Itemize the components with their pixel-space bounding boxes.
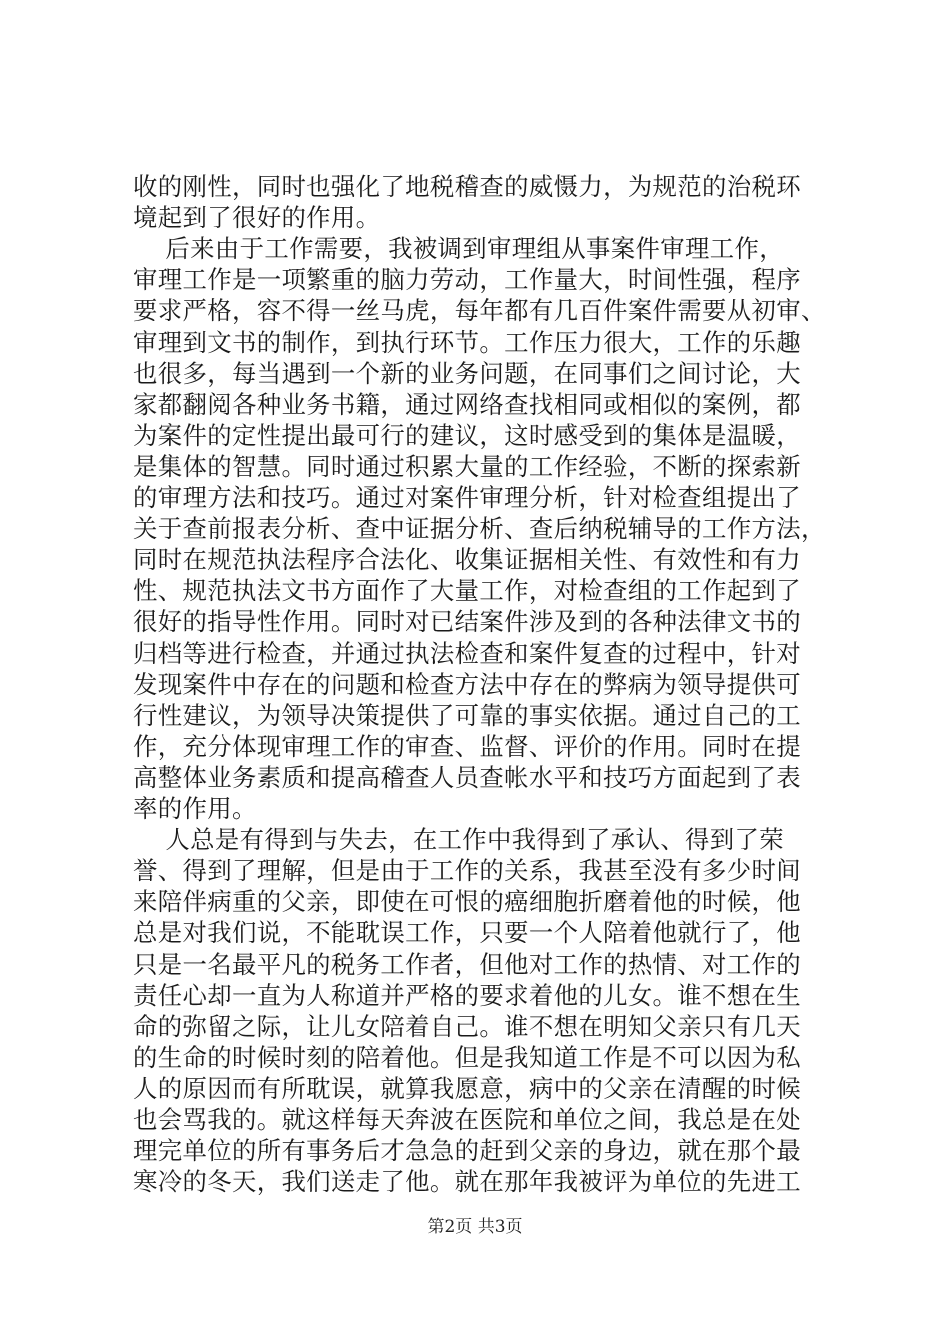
text-line: 命的弥留之际，让儿女陪着自己。谁不想在明知父亲只有几天 bbox=[133, 1011, 801, 1041]
text-line: 理完单位的所有事务后才急急的赶到父亲的身边，就在那个最 bbox=[133, 1136, 801, 1166]
text-line: 总是对我们说，不能耽误工作，只要一个人陪着他就行了，他 bbox=[133, 918, 801, 948]
text-line: 同时在规范执法程序合法化、收集证据相关性、有效性和有力 bbox=[133, 545, 801, 575]
text-line: 境起到了很好的作用。 bbox=[133, 203, 381, 233]
text-line: 性、规范执法文书方面作了大量工作，对检查组的工作起到了 bbox=[133, 576, 801, 606]
text-line: 归档等进行检查，并通过执法检查和案件复查的过程中，针对 bbox=[133, 638, 801, 668]
text-line: 关于查前报表分析、查中证据分析、查后纳税辅导的工作方法， bbox=[133, 514, 826, 544]
text-line: 人总是有得到与失去，在工作中我得到了承认、得到了荣 bbox=[133, 825, 784, 855]
text-line: 的审理方法和技巧。通过对案件审理分析，针对检查组提出了 bbox=[133, 483, 801, 512]
text-line: 是集体的智慧。同时通过积累大量的工作经验，不断的探索新 bbox=[133, 451, 801, 481]
text-line: 来陪伴病重的父亲，即使在可恨的癌细胞折磨着他的时候，他 bbox=[133, 887, 801, 917]
text-line: 高整体业务素质和提高稽查人员查帐水平和技巧方面起到了表 bbox=[133, 762, 801, 792]
text-line: 要求严格，容不得一丝马虎，每年都有几百件案件需要从初审、 bbox=[133, 296, 826, 326]
text-line: 审理到文书的制作，到执行环节。工作压力很大，工作的乐趣 bbox=[133, 327, 801, 357]
text-line: 行性建议，为领导决策提供了可靠的事实依据。通过自己的工 bbox=[133, 700, 801, 730]
text-line: 的生命的时候时刻的陪着他。但是我知道工作是不可以因为私 bbox=[133, 1042, 801, 1072]
text-line: 人的原因而有所耽误，就算我愿意，病中的父亲在清醒的时候 bbox=[133, 1073, 801, 1103]
text-line: 为案件的定性提出最可行的建议，这时感受到的集体是温暖， bbox=[133, 420, 801, 450]
text-line: 率的作用。 bbox=[133, 794, 257, 823]
text-line: 责任心却一直为人称道并严格的要求着他的儿女。谁不想在生 bbox=[133, 980, 801, 1010]
text-line: 也会骂我的。就这样每天奔波在医院和单位之间，我总是在处 bbox=[133, 1105, 801, 1134]
text-line: 只是一名最平凡的税务工作者，但他对工作的热情、对工作的 bbox=[133, 949, 801, 979]
text-line: 很好的指导性作用。同时对已结案件涉及到的各种法律文书的 bbox=[133, 607, 801, 637]
text-line: 审理工作是一项繁重的脑力劳动，工作量大，时间性强，程序 bbox=[133, 265, 801, 295]
text-line: 誉、得到了理解，但是由于工作的关系，我甚至没有多少时间 bbox=[133, 856, 801, 886]
text-line: 也很多，每当遇到一个新的业务问题，在同事们之间讨论，大 bbox=[133, 358, 801, 388]
text-line: 收的刚性，同时也强化了地税稽查的威慑力，为规范的治税环 bbox=[133, 172, 801, 201]
text-line: 作，充分体现审理工作的审查、监督、评价的作用。同时在提 bbox=[133, 731, 801, 761]
text-line: 家都翻阅各种业务书籍，通过网络查找相同或相似的案例，都 bbox=[133, 389, 801, 419]
text-line: 发现案件中存在的问题和检查方法中存在的弊病为领导提供可 bbox=[133, 669, 801, 699]
text-line: 后来由于工作需要，我被调到审理组从事案件审理工作， bbox=[133, 234, 784, 264]
page-number: 第2页 共3页 bbox=[427, 1217, 523, 1237]
text-line: 寒冷的冬天，我们送走了他。就在那年我被评为单位的先进工 bbox=[133, 1167, 801, 1197]
